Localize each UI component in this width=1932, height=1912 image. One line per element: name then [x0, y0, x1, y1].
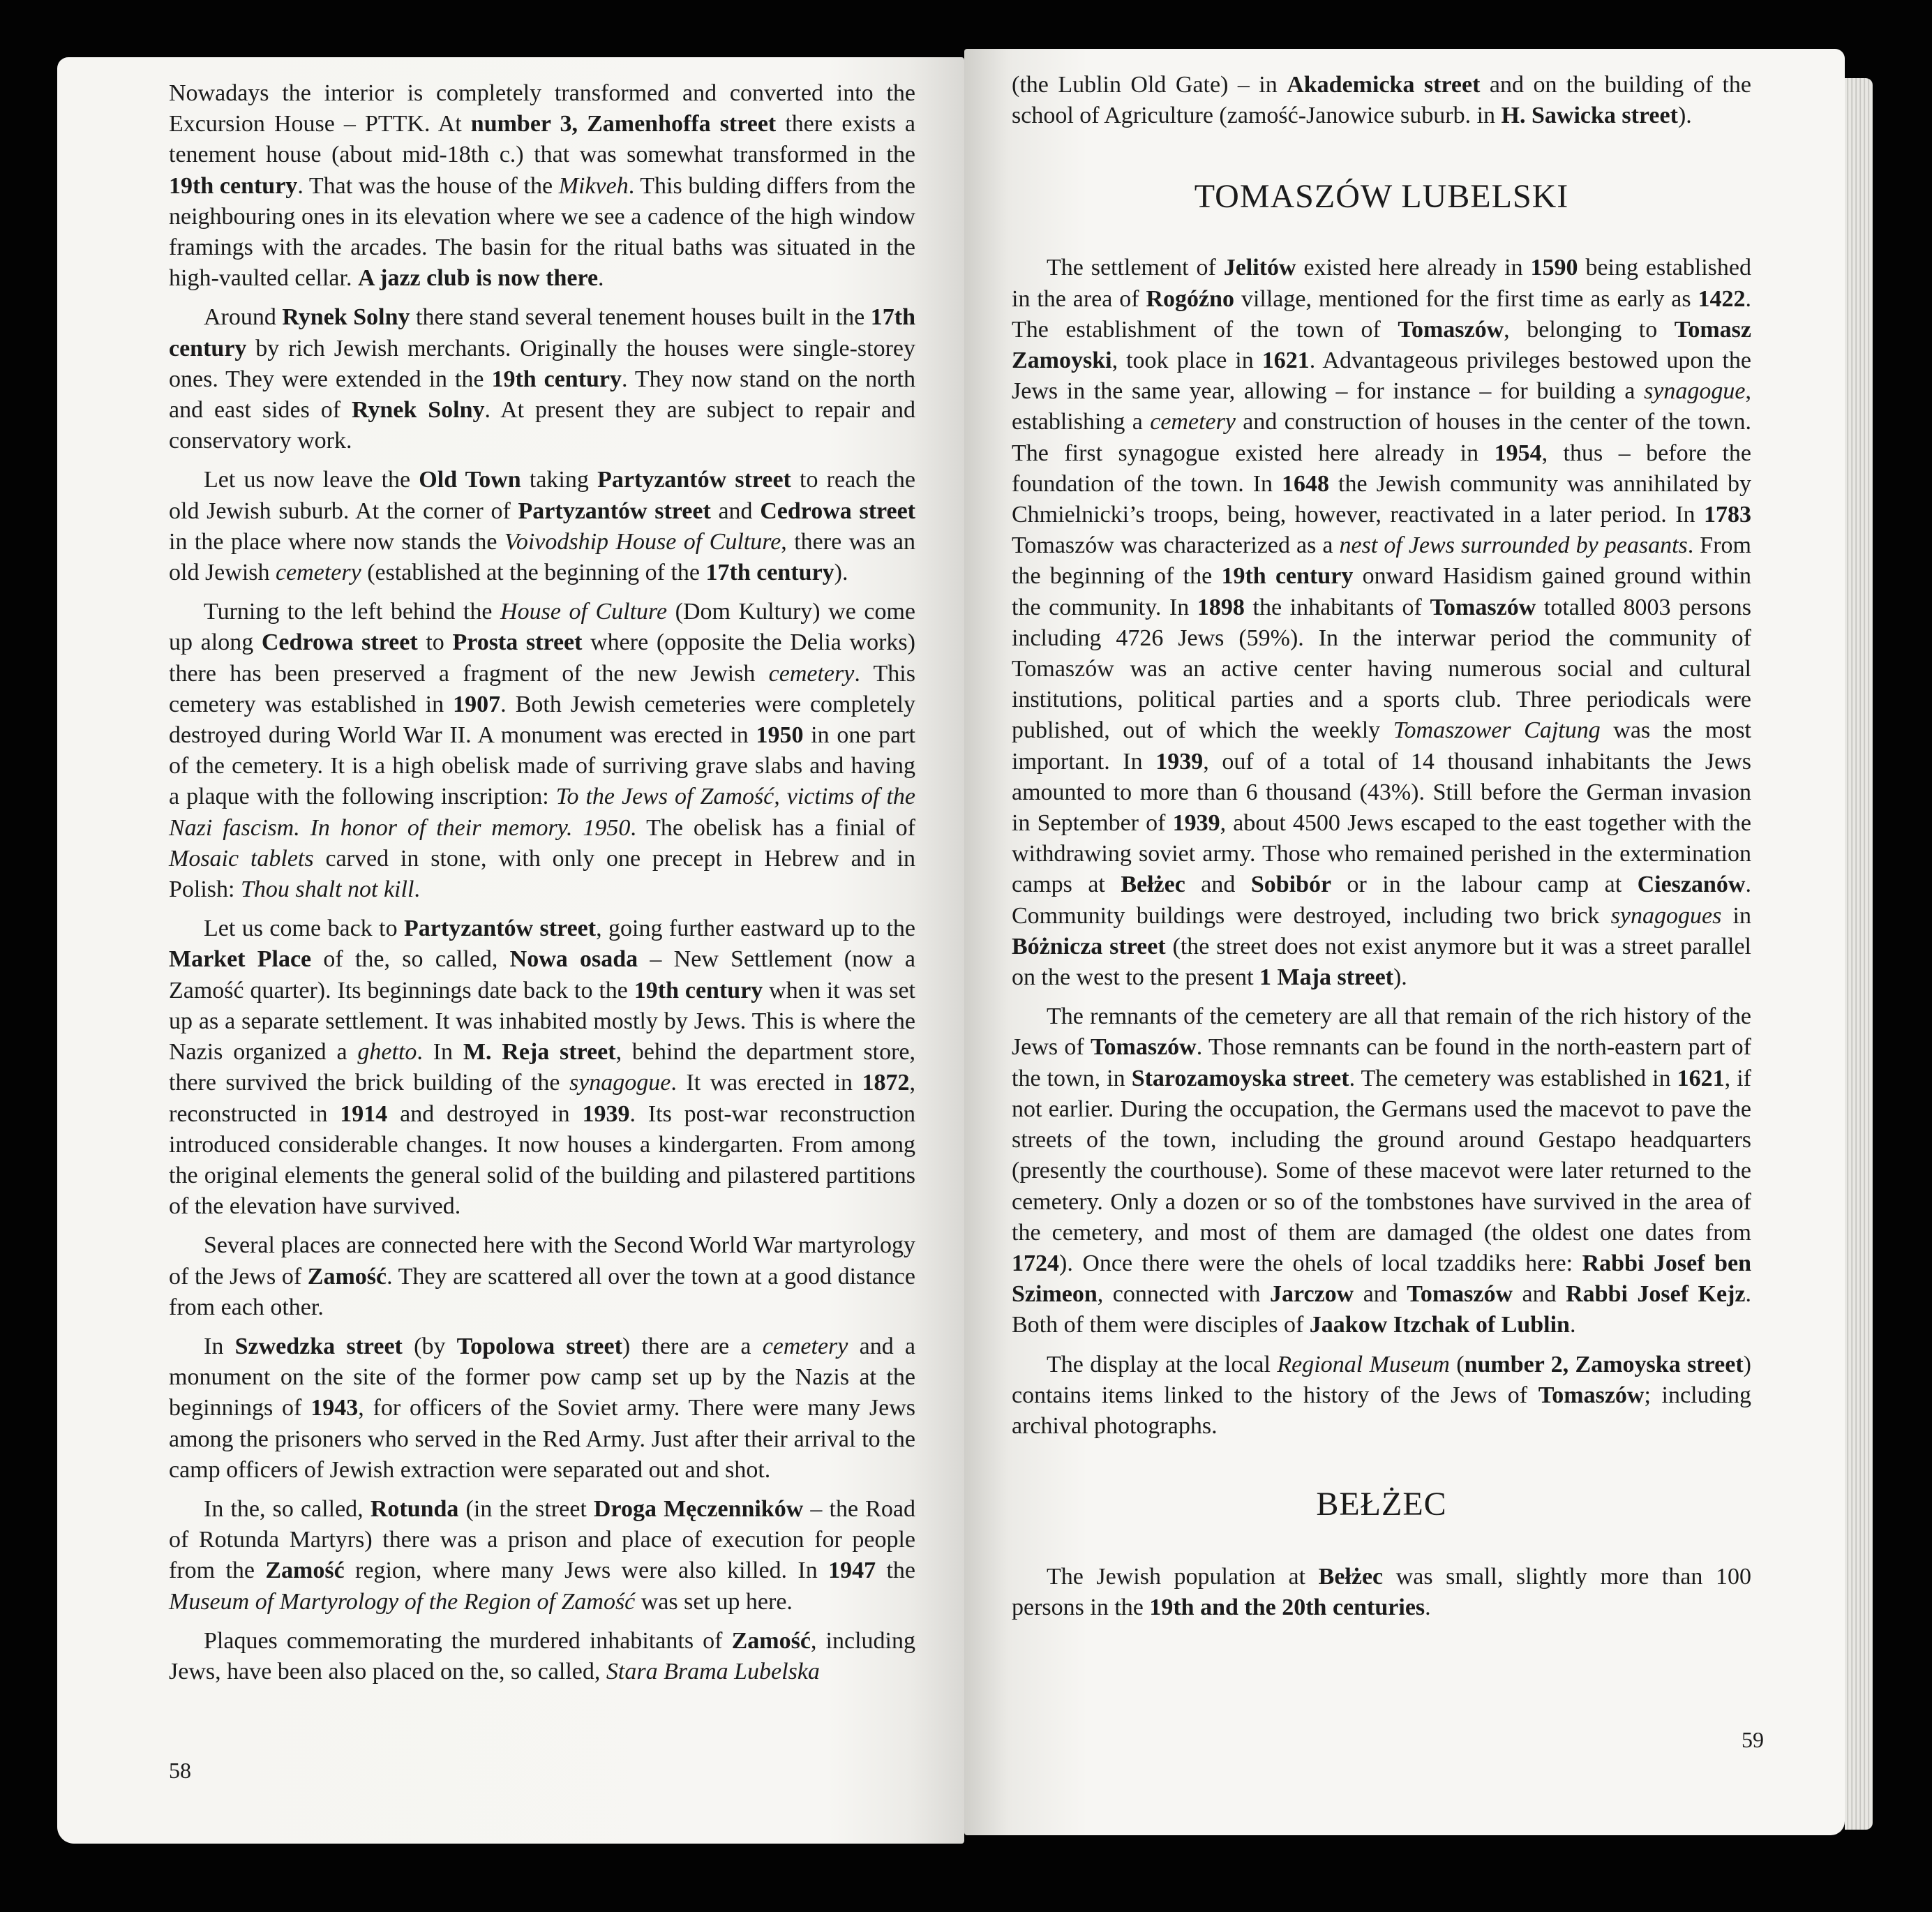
- bold-text: Cedrowa street: [261, 629, 418, 656]
- text-run: was set up here.: [635, 1588, 793, 1615]
- text-run: . The cemetery was established in: [1349, 1065, 1677, 1091]
- text-run: in: [1721, 902, 1752, 929]
- bold-text: 1898: [1197, 594, 1245, 620]
- bold-text: 1 Maja street: [1259, 964, 1393, 991]
- bold-text: Partyzantów street: [404, 916, 597, 942]
- bold-text: 1783: [1704, 502, 1751, 528]
- tomaszow-section-text: [1012, 253, 1751, 1442]
- bold-text: number 2, Zamoyska street: [1464, 1351, 1744, 1377]
- bold-text: Zamość: [731, 1627, 811, 1654]
- text-run: The remnants of the cemetery are all that remain of the rich history of the Jews of: [1012, 1003, 1751, 1061]
- bold-text: Droga Męczenników: [593, 1495, 804, 1522]
- text-run: . It was erected in: [671, 1070, 862, 1096]
- text-run: to: [417, 629, 453, 656]
- bold-text: Tomaszów: [1538, 1382, 1645, 1408]
- bold-text: 1954: [1494, 440, 1542, 466]
- text-run: was small, slightly more than 100 persons in the: [1012, 1564, 1752, 1621]
- bold-text: Zamość: [265, 1558, 345, 1584]
- text-run: . This cemetery was established in: [169, 660, 915, 717]
- text-run: and: [710, 498, 761, 524]
- bold-text: 1947: [828, 1558, 876, 1584]
- bold-text: 1939: [1172, 810, 1220, 837]
- italic-text: Mosaic tablets: [169, 845, 314, 872]
- text-run: ).: [1393, 964, 1407, 991]
- bold-text: Jarczow: [1270, 1281, 1354, 1308]
- text-run: . Both of them were disciples of: [1012, 1281, 1751, 1338]
- text-run: and a monument on the site of the former pow camp set up by the Nazis at the beginnings of: [169, 1333, 916, 1421]
- text-run: there stand several tenement houses built in the: [410, 304, 871, 331]
- text-run: , going further eastward up to the: [596, 916, 916, 942]
- text-run: , reconstructed in: [169, 1070, 915, 1127]
- italic-text: cemetery: [762, 1333, 848, 1359]
- text-run: . At present they are subject to repair and conservatory work.: [169, 397, 915, 454]
- text-run: Let us come back to: [204, 916, 405, 942]
- bold-text: 1943: [310, 1395, 359, 1421]
- text-run: Around: [204, 304, 283, 331]
- text-run: the: [876, 1558, 915, 1584]
- page-number-left: 58: [169, 1758, 191, 1783]
- italic-text: Museum of Martyrology of the Region of Zamość: [169, 1588, 636, 1615]
- text-run: . The establishment of the town of: [1012, 285, 1752, 343]
- paragraph: [169, 597, 915, 905]
- continuation-text: [1012, 70, 1751, 131]
- bold-text: Bełżec: [1121, 872, 1185, 898]
- italic-text: synagogues: [1610, 902, 1722, 929]
- italic-text: Mikveh: [558, 172, 629, 199]
- text-run: and: [1185, 872, 1251, 898]
- text-run: .: [1425, 1594, 1431, 1621]
- bold-text: Tomaszów: [1407, 1281, 1513, 1308]
- bold-text: 1621: [1677, 1065, 1725, 1091]
- text-run: Tomaszów was characterized as a: [1012, 532, 1340, 559]
- bold-text: Old Town: [419, 467, 521, 493]
- text-run: the inhabitants of: [1244, 594, 1430, 620]
- text-run: region, where many Jews were also killed. In: [344, 1558, 829, 1584]
- bold-text: 1422: [1698, 285, 1746, 312]
- text-run: . Its post-war reconstruction introduced considerable changes. It now houses a kindergarten. From among the original elements the general solid of the building and pilastered partitions of the elevation have survived.: [169, 1100, 915, 1220]
- bold-text: Cieszanów: [1637, 872, 1746, 898]
- text-run: (: [1449, 1351, 1465, 1377]
- bold-text: Topolowa street: [456, 1333, 622, 1359]
- section-heading-tomaszow-lubelski: TOMASZÓW LUBELSKI: [1194, 178, 1569, 216]
- text-run: by rich Jewish merchants. Originally the houses were single-storey ones. They were extended in the: [169, 335, 915, 392]
- bold-text: 19th century: [169, 172, 298, 199]
- paragraph: [169, 1494, 915, 1618]
- text-run: (in the street: [458, 1495, 594, 1522]
- belzec-section-text: [1012, 1562, 1751, 1623]
- text-run: carved in stone, with only one precept in Hebrew and in Polish:: [169, 845, 915, 903]
- text-run: when it was set up as a separate settlement. It was inhabited mostly by Jews. This is where the Nazis organized a: [169, 977, 915, 1066]
- page-number-right: 59: [1742, 1727, 1764, 1752]
- bold-text: 19th and the 20th centuries: [1149, 1594, 1425, 1621]
- text-run: (Dom Kultury) we come up along: [169, 599, 915, 656]
- bold-text: Prosta street: [452, 629, 583, 656]
- italic-text: To the Jews of Zamość, victims of the Nazi fascism. In honor of their memory. 1950: [169, 784, 915, 841]
- text-run: . That was the house of the: [297, 172, 559, 199]
- text-run: in one part of the cemetery. It is a high obelisk made of surriving grave slabs and having a plaque with the following inscription:: [169, 722, 915, 810]
- paragraph: [1012, 1001, 1751, 1340]
- text-run: . Both Jewish cemeteries were completely destroyed during World War II. A monument was erected in: [169, 691, 916, 749]
- italic-text: nest of Jews surrounded by peasants: [1339, 532, 1688, 559]
- text-run: and: [1513, 1281, 1566, 1308]
- text-run: ).: [834, 560, 848, 586]
- bold-text: M. Reja street: [463, 1039, 616, 1066]
- italic-text: cemetery: [1150, 409, 1236, 435]
- text-run: totalled 8003 persons including 4726 Jews (59%). In the interwar period the community of Tomaszów was an active center having numerous social and cultural institutions, political parties and a sports club. Three periodicals were published, out of which the weekly: [1012, 594, 1751, 744]
- text-run: (established at the beginning of the: [361, 560, 706, 586]
- text-run: , thus – before the foundation of the town. In: [1012, 440, 1751, 497]
- text-run: . From the beginning of the: [1012, 532, 1751, 590]
- text-run: , took place in: [1111, 348, 1262, 374]
- bold-text: 1914: [340, 1100, 388, 1127]
- bold-text: Zamość: [307, 1263, 387, 1290]
- paragraph: [169, 302, 915, 456]
- text-run: ). Once there were the ohels of local tzaddiks here:: [1059, 1250, 1582, 1276]
- text-run: , if not earlier. During the occupation, the Germans used the macevot to pave the streets of the town, including the ground around Gestapo headquarters (presently the courthouse). Some of these macevot were later returned to the cemetery. Only a dozen or so of the tombstones have survived in the area of the cemetery, and most of them are damaged (the oldest one dates from: [1012, 1065, 1752, 1246]
- paragraph: [1012, 70, 1751, 131]
- italic-text: Stara Brama Lubelska: [606, 1658, 820, 1685]
- text-run: where (opposite the Delia works) there has been preserved a fragment of the new Jewish: [169, 629, 915, 687]
- text-run: . Advantageous privileges bestowed upon the Jews in the same year, allowing – for instance – for building a: [1012, 348, 1751, 405]
- text-run: , for officers of the Soviet army. There were many Jews among the prisoners who served in the Red Army. Just after their arrival to the camp officers of Jewish extraction were separated out and shot.: [169, 1395, 915, 1483]
- text-run: and destroyed in: [387, 1100, 583, 1127]
- bold-text: Tomaszów: [1090, 1034, 1197, 1061]
- text-run: .: [598, 265, 604, 292]
- bold-text: Rotunda: [370, 1495, 459, 1522]
- text-run: (the Lublin Old Gate) – in: [1012, 72, 1287, 98]
- text-run: (the street does not exist anymore but it was a street parallel on the west to the present: [1012, 933, 1751, 991]
- text-run: In: [204, 1333, 235, 1359]
- text-run: , about 4500 Jews escaped to the east together with the withdrawing soviet army. Those who remained perished in the extermination camps at: [1012, 810, 1752, 898]
- text-run: . They now stand on the north and east sides of: [169, 366, 916, 424]
- text-run: The settlement of: [1047, 255, 1224, 281]
- paragraph: [169, 1626, 915, 1687]
- text-run: , behind the department store, there survived the brick building of the: [169, 1039, 915, 1096]
- bold-text: 19th century: [491, 366, 622, 392]
- text-run: ).: [1677, 103, 1692, 129]
- text-run: Plaques commemorating the murdered inhabitants of: [204, 1627, 732, 1654]
- italic-text: Thou shalt not kill: [240, 876, 414, 903]
- bold-text: 1648: [1282, 470, 1330, 497]
- bold-text: Rynek Solny: [352, 397, 485, 424]
- text-run: or in the labour camp at: [1331, 872, 1638, 898]
- text-run: .: [1569, 1312, 1576, 1338]
- bold-text: Tomaszów: [1398, 316, 1504, 343]
- paragraph: [169, 913, 915, 1222]
- bold-text: Bóżnicza street: [1012, 933, 1166, 959]
- bold-text: Cedrowa street: [760, 498, 916, 524]
- bold-text: 1907: [453, 691, 501, 717]
- text-run: , connected with: [1097, 1281, 1270, 1308]
- bold-text: 1939: [1155, 748, 1204, 775]
- bold-text: Tomaszów: [1430, 594, 1536, 620]
- paragraph: [1012, 1562, 1751, 1623]
- bold-text: Jelitów: [1223, 255, 1296, 281]
- section-heading-belzec: BEŁŻEC: [1316, 1486, 1447, 1523]
- text-run: The Jewish population at: [1047, 1564, 1319, 1590]
- text-run: and: [1354, 1281, 1407, 1308]
- text-run: and on the building of the school of Agriculture (zamość-Janowice suburb. in: [1012, 72, 1752, 129]
- bold-text: 1872: [862, 1070, 910, 1096]
- text-run: , belonging to: [1504, 316, 1675, 343]
- bold-text: Rynek Solny: [282, 304, 410, 331]
- paragraph: [169, 78, 915, 294]
- italic-text: House of Culture: [500, 599, 668, 625]
- text-run: , there was an old Jewish: [169, 528, 915, 586]
- paragraph: [1012, 1350, 1751, 1442]
- text-run: , ouf of a total of 14 thousand inhabitants the Jews amounted to more than 6 thousand (43%). Still before the German invasion in September of: [1012, 748, 1751, 837]
- text-run: in the place where now stands the: [169, 528, 504, 555]
- bold-text: Jaakow Itzchak of Lublin: [1309, 1312, 1570, 1338]
- text-run: In the, so called,: [204, 1495, 370, 1522]
- bold-text: Partyzantów street: [597, 467, 791, 493]
- right-page: [964, 49, 1845, 1835]
- text-run: . The obelisk has a finial of: [630, 814, 916, 841]
- text-run: . In: [417, 1039, 463, 1066]
- text-run: . Community buildings were destroyed, including two brick: [1012, 872, 1751, 929]
- bold-text: 1724: [1012, 1250, 1059, 1276]
- text-run: taking: [521, 467, 598, 493]
- bold-text: 19th century: [634, 977, 763, 1003]
- bold-text: 1950: [756, 722, 804, 749]
- text-run: , including Jews, have been also placed on the, so called,: [169, 1627, 915, 1685]
- bold-text: Nowa osada: [509, 946, 638, 973]
- bold-text: Partyzantów street: [518, 498, 711, 524]
- text-run: onward Hasidism gained ground within the community. In: [1012, 563, 1751, 620]
- paragraph: [1012, 253, 1751, 993]
- text-run: ; including archival photographs.: [1012, 1382, 1751, 1439]
- text-run: – New Settlement (now a Zamość quarter). Its beginnings date back to the: [169, 946, 915, 1003]
- text-run: to reach the old Jewish suburb. At the corner of: [169, 467, 916, 524]
- text-run: Nowadays the interior is completely transformed and converted into the Excursion House – PTTK. At: [169, 80, 915, 137]
- text-run: Turning to the left behind the: [204, 599, 501, 625]
- text-run: , establishing a: [1012, 378, 1751, 435]
- bold-text: Sobibór: [1250, 872, 1332, 898]
- left-page-body: [169, 78, 915, 1687]
- text-run: . This bulding differs from the neighbouring ones in its elevation where we see a cadence of the high window framings with the arcades. The basin for the ritual baths was situated in the high-vaulted cellar.: [169, 172, 915, 292]
- text-run: the Jewish community was annihilated by Chmielnicki’s troops, being, however, reactivated in a later period. In: [1012, 470, 1751, 528]
- bold-text: 19th century: [1221, 563, 1354, 590]
- text-run: . They are scattered all over the town at a good distance from each other.: [169, 1263, 915, 1320]
- italic-text: synagogue: [569, 1070, 671, 1096]
- bold-text: Rabbi Josef ben Szimeon: [1012, 1250, 1751, 1308]
- text-run: of the, so called,: [311, 946, 510, 973]
- left-page: [57, 57, 964, 1844]
- paragraph: [169, 465, 915, 588]
- bold-text: Starozamoyska street: [1131, 1065, 1349, 1091]
- text-run: ) there are a: [622, 1333, 763, 1359]
- bold-text: 1590: [1530, 255, 1578, 281]
- book-page-edges: [1845, 78, 1873, 1830]
- bold-text: 17th century: [705, 560, 834, 586]
- text-run: being established in the area of: [1012, 255, 1752, 312]
- bold-text: Rogóźno: [1146, 285, 1235, 312]
- italic-text: Voivodship House of Culture: [504, 528, 781, 555]
- text-run: Let us now leave the: [204, 467, 419, 493]
- paragraph: [169, 1230, 915, 1323]
- bold-text: 17th century: [169, 304, 915, 361]
- text-run: village, mentioned for the first time as early as: [1234, 285, 1698, 312]
- text-run: Several places are connected here with the Second World War martyrology of the Jews of: [169, 1232, 915, 1290]
- text-run: there exists a tenement house (about mid-18th c.) that was somewhat transformed in the: [169, 111, 915, 168]
- bold-text: Bełżec: [1318, 1564, 1384, 1590]
- italic-text: ghetto: [357, 1039, 417, 1066]
- bold-text: 1939: [582, 1100, 630, 1127]
- text-run: was the most important. In: [1012, 717, 1751, 775]
- bold-text: 1621: [1261, 348, 1310, 374]
- text-run: and construction of houses in the center of the town. The first synagogue existed here already in: [1012, 409, 1751, 466]
- text-run: ) contains items linked to the history of the Jews of: [1012, 1351, 1751, 1408]
- bold-text: Tomasz Zamoyski: [1012, 316, 1751, 374]
- italic-text: Regional Museum: [1277, 1351, 1450, 1377]
- bold-text: H. Sawicka street: [1501, 103, 1678, 129]
- right-page-body: [1012, 70, 1751, 1624]
- text-run: (by: [402, 1333, 457, 1359]
- bold-text: Rabbi Josef Kejz: [1566, 1281, 1746, 1308]
- bold-text: Szwedzka street: [234, 1333, 403, 1359]
- bold-text: Akademicka street: [1287, 72, 1481, 98]
- text-run: . Those remnants can be found in the north-eastern part of the town, in: [1012, 1034, 1751, 1091]
- bold-text: A jazz club is now there: [357, 265, 599, 292]
- text-run: existed here already in: [1296, 255, 1531, 281]
- bold-text: number 3, Zamenhoffa street: [470, 111, 777, 137]
- italic-text: cemetery: [768, 660, 855, 687]
- italic-text: synagogue: [1644, 378, 1746, 405]
- paragraph: [169, 1331, 915, 1486]
- text-run: – the Road of Rotunda Martyrs) there was a prison and place of execution for people from the: [169, 1495, 916, 1584]
- text-run: The display at the local: [1047, 1351, 1278, 1377]
- bold-text: Market Place: [169, 946, 312, 973]
- text-run: .: [414, 876, 420, 903]
- italic-text: cemetery: [276, 560, 361, 586]
- italic-text: Tomaszower Cajtung: [1393, 717, 1601, 744]
